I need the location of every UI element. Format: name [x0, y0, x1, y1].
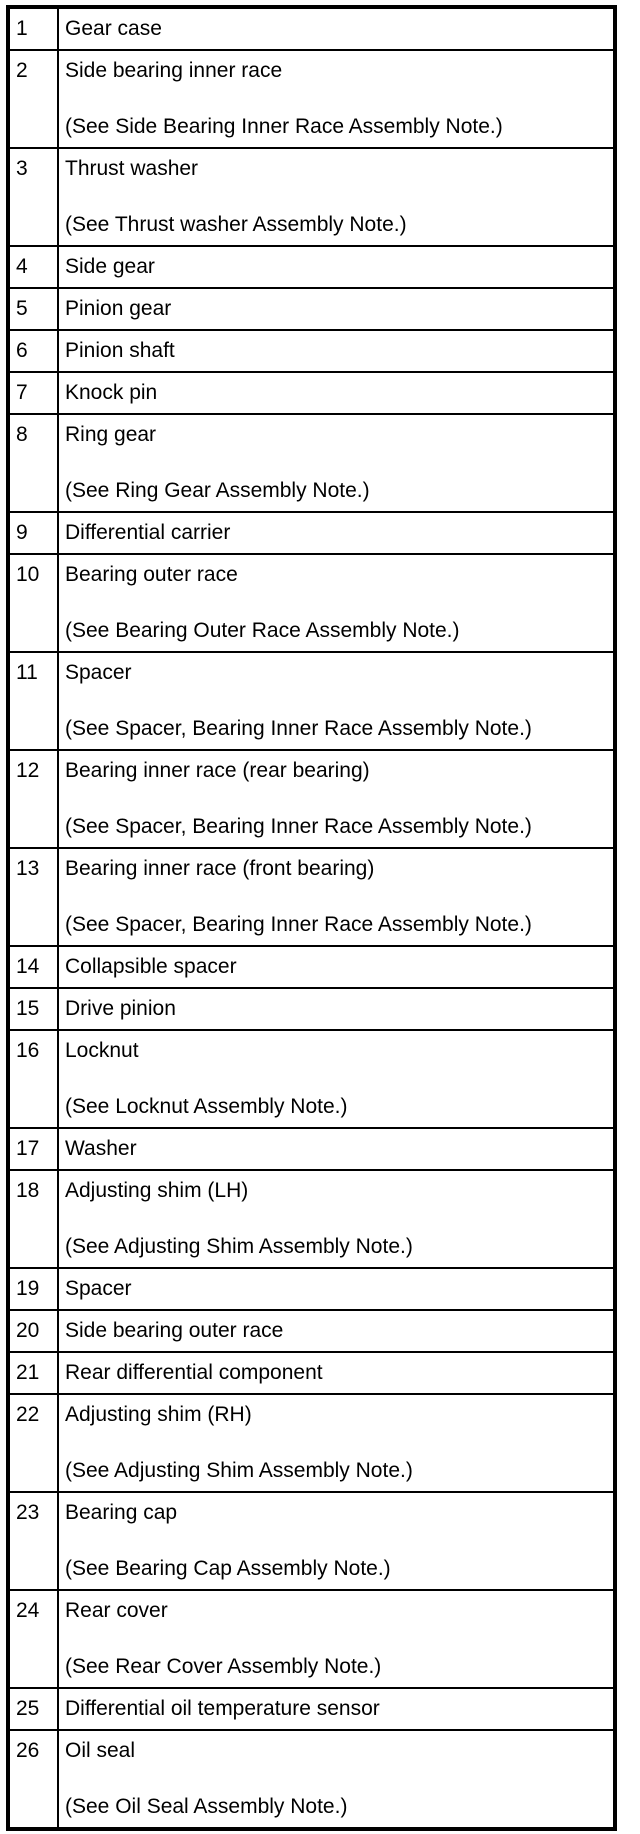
part-name: Adjusting shim (LH) — [65, 1179, 249, 1202]
part-number: 23 — [16, 1501, 40, 1524]
part-number: 19 — [16, 1277, 40, 1300]
part-number: 6 — [16, 339, 28, 362]
table-row — [8, 148, 615, 246]
part-name: Pinion gear — [65, 297, 172, 320]
part-description-cell — [58, 330, 615, 372]
part-number: 22 — [16, 1403, 40, 1426]
part-assembly-note: (See Bearing Cap Assembly Note.) — [65, 1557, 391, 1580]
part-number: 4 — [16, 255, 28, 278]
part-number: 12 — [16, 759, 40, 782]
part-number-cell — [8, 1310, 58, 1352]
table-row — [8, 1492, 615, 1590]
table-row — [8, 1590, 615, 1688]
part-number-cell — [8, 512, 58, 554]
part-number: 10 — [16, 563, 40, 586]
part-name: Bearing inner race (rear bearing) — [65, 759, 370, 782]
part-number-cell — [8, 1730, 58, 1829]
part-number-cell — [8, 1268, 58, 1310]
part-name: Oil seal — [65, 1739, 136, 1762]
part-number: 11 — [16, 661, 38, 684]
part-name: Gear case — [65, 17, 162, 40]
part-assembly-note: (See Locknut Assembly Note.) — [65, 1095, 348, 1118]
table-row — [8, 946, 615, 988]
part-number: 26 — [16, 1739, 40, 1762]
part-number: 21 — [16, 1361, 40, 1384]
part-name: Knock pin — [65, 381, 158, 404]
part-number: 20 — [16, 1319, 40, 1342]
part-description-cell — [58, 288, 615, 330]
table-row — [8, 1170, 615, 1268]
part-name: Bearing outer race — [65, 563, 238, 586]
part-description-cell — [58, 1170, 615, 1268]
part-assembly-note: (See Adjusting Shim Assembly Note.) — [65, 1235, 413, 1258]
part-number: 1 — [16, 17, 28, 40]
part-number-cell — [8, 330, 58, 372]
part-description-cell — [58, 1030, 615, 1128]
table-row — [8, 1030, 615, 1128]
part-name: Side bearing inner race — [65, 59, 283, 82]
part-number: 16 — [16, 1039, 40, 1062]
table-row — [8, 1352, 615, 1394]
part-assembly-note: (See Bearing Outer Race Assembly Note.) — [65, 619, 460, 642]
table-row — [8, 1394, 615, 1492]
part-assembly-note: (See Spacer, Bearing Inner Race Assembly Note.) — [65, 815, 532, 838]
table-row — [8, 750, 615, 848]
part-description-cell — [58, 848, 615, 946]
part-description-cell — [58, 1394, 615, 1492]
part-number-cell — [8, 652, 58, 750]
part-name: Side gear — [65, 255, 155, 278]
part-assembly-note: (See Side Bearing Inner Race Assembly Note.) — [65, 115, 503, 138]
part-assembly-note: (See Adjusting Shim Assembly Note.) — [65, 1459, 413, 1482]
part-name: Ring gear — [65, 423, 157, 446]
table-row — [8, 1688, 615, 1730]
part-description-cell — [58, 554, 615, 652]
part-name: Drive pinion — [65, 997, 176, 1020]
part-description-cell — [58, 988, 615, 1030]
part-number-cell — [8, 148, 58, 246]
part-description-cell — [58, 1492, 615, 1590]
table-row — [8, 848, 615, 946]
part-number-cell — [8, 414, 58, 512]
part-name: Differential carrier — [65, 521, 231, 544]
part-number: 2 — [16, 59, 28, 82]
part-name: Locknut — [65, 1039, 139, 1062]
parts-list-body — [8, 7, 615, 1829]
part-name: Washer — [65, 1137, 137, 1160]
part-assembly-note: (See Ring Gear Assembly Note.) — [65, 479, 370, 502]
part-number: 13 — [16, 857, 40, 880]
part-number-cell — [8, 288, 58, 330]
part-number: 9 — [16, 521, 28, 544]
part-description-cell — [58, 946, 615, 988]
table-row — [8, 246, 615, 288]
part-name: Differential oil temperature sensor — [65, 1697, 380, 1720]
part-number-cell — [8, 246, 58, 288]
part-number-cell — [8, 1352, 58, 1394]
part-description-cell — [58, 1688, 615, 1730]
part-number-cell — [8, 946, 58, 988]
part-name: Spacer — [65, 661, 132, 684]
table-row — [8, 512, 615, 554]
table-row — [8, 1730, 615, 1829]
part-description-cell — [58, 372, 615, 414]
table-row — [8, 330, 615, 372]
part-number: 8 — [16, 423, 28, 446]
table-row — [8, 1128, 615, 1170]
part-description-cell — [58, 750, 615, 848]
part-description-cell — [58, 414, 615, 512]
part-number: 17 — [16, 1137, 40, 1160]
parts-list-table — [6, 5, 617, 1831]
part-assembly-note: (See Spacer, Bearing Inner Race Assembly Note.) — [65, 913, 532, 936]
part-description-cell — [58, 246, 615, 288]
part-description-cell — [58, 652, 615, 750]
part-name: Collapsible spacer — [65, 955, 237, 978]
part-number: 15 — [16, 997, 40, 1020]
part-number: 7 — [16, 381, 28, 404]
table-row — [8, 1310, 615, 1352]
part-name: Rear cover — [65, 1599, 168, 1622]
part-assembly-note: (See Thrust washer Assembly Note.) — [65, 213, 407, 236]
part-number-cell — [8, 372, 58, 414]
part-number-cell — [8, 7, 58, 50]
part-assembly-note: (See Spacer, Bearing Inner Race Assembly Note.) — [65, 717, 532, 740]
part-assembly-note: (See Oil Seal Assembly Note.) — [65, 1795, 348, 1818]
part-number-cell — [8, 1590, 58, 1688]
part-number: 3 — [16, 157, 28, 180]
part-description-cell — [58, 1310, 615, 1352]
part-name: Rear differential component — [65, 1361, 323, 1384]
table-row — [8, 50, 615, 148]
part-name: Thrust washer — [65, 157, 199, 180]
table-row — [8, 288, 615, 330]
part-description-cell — [58, 1590, 615, 1688]
table-row — [8, 554, 615, 652]
part-name: Adjusting shim (RH) — [65, 1403, 252, 1426]
part-number-cell — [8, 750, 58, 848]
part-number-cell — [8, 554, 58, 652]
part-description-cell — [58, 148, 615, 246]
part-number: 25 — [16, 1697, 40, 1720]
part-description-cell — [58, 50, 615, 148]
part-number: 18 — [16, 1179, 40, 1202]
part-name: Bearing cap — [65, 1501, 178, 1524]
part-number-cell — [8, 50, 58, 148]
part-number-cell — [8, 988, 58, 1030]
table-row — [8, 1268, 615, 1310]
table-row — [8, 414, 615, 512]
part-description-cell — [58, 1352, 615, 1394]
part-number: 24 — [16, 1599, 40, 1622]
part-number-cell — [8, 1688, 58, 1730]
part-name: Bearing inner race (front bearing) — [65, 857, 375, 880]
part-name: Side bearing outer race — [65, 1319, 284, 1342]
table-row — [8, 988, 615, 1030]
table-row — [8, 372, 615, 414]
part-description-cell — [58, 1128, 615, 1170]
table-row — [8, 652, 615, 750]
part-name: Pinion shaft — [65, 339, 175, 362]
part-description-cell — [58, 7, 615, 50]
part-number-cell — [8, 848, 58, 946]
part-assembly-note: (See Rear Cover Assembly Note.) — [65, 1655, 382, 1678]
part-number-cell — [8, 1030, 58, 1128]
part-number-cell — [8, 1492, 58, 1590]
part-description-cell — [58, 512, 615, 554]
part-number-cell — [8, 1394, 58, 1492]
part-number: 5 — [16, 297, 28, 320]
table-row — [8, 7, 615, 50]
part-name: Spacer — [65, 1277, 132, 1300]
part-number-cell — [8, 1170, 58, 1268]
part-description-cell — [58, 1730, 615, 1829]
part-number: 14 — [16, 955, 40, 978]
part-description-cell — [58, 1268, 615, 1310]
part-number-cell — [8, 1128, 58, 1170]
